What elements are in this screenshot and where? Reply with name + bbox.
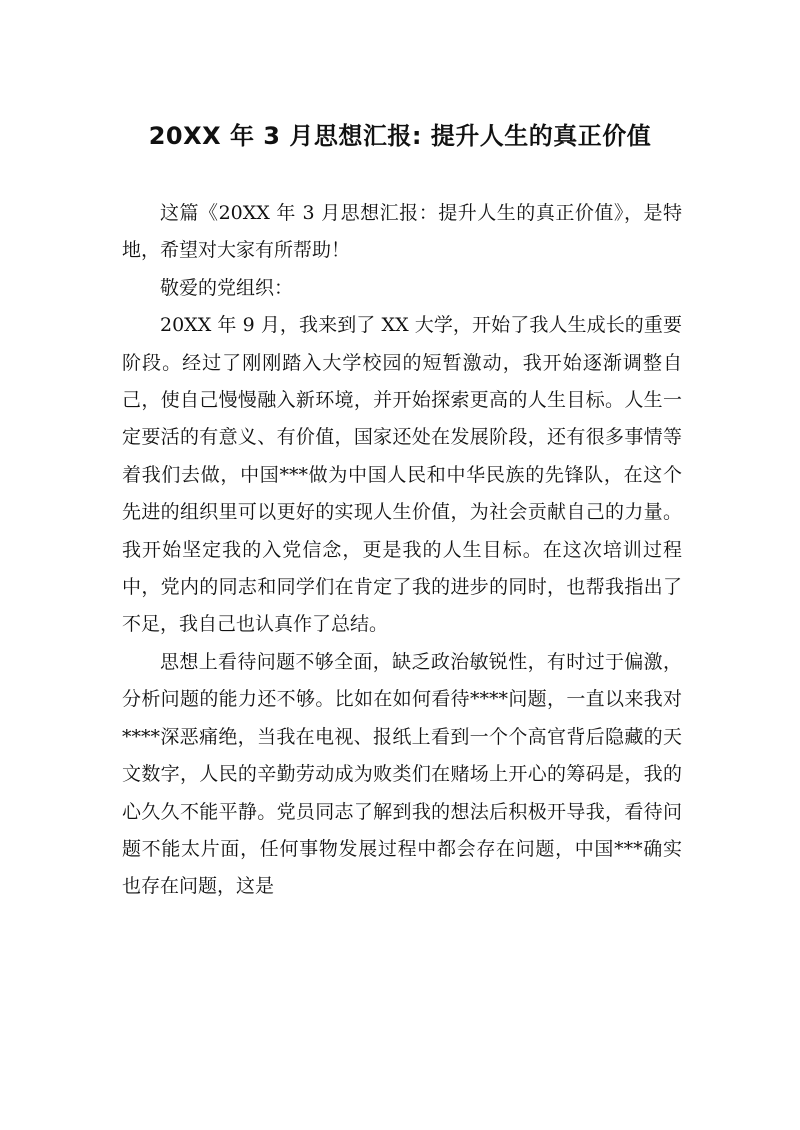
salutation: 敬爱的党组织： — [160, 276, 294, 299]
intro-paragraph: 这篇《20XX 年 3 月思想汇报：提升人生的真正价值》，是特地，希望对大家有所帮助！ — [122, 202, 682, 262]
body-paragraph: 思想上看待问题不够全面，缺乏政治敏锐性，有时过于偏激，分析问题的能力还不够。比如在如何看待****问题，一直以来我对****深恶痛绝，当我在电视、报纸上看到一个个高官背后隐藏的天文数字，人民的辛勤劳动成为败类们在赌场上开心的筹码是，我的心久久不能平静。党员同志了解到我的想法后积极开导我，看待问题不能太片面，任何事物发展过程中都会存在问题，中国***确实也存在问题，这是 — [122, 650, 682, 898]
document-body — [122, 195, 682, 906]
body-paragraph: 20XX 年 9 月，我来到了 XX 大学，开始了我人生成长的重要阶段。经过了刚刚踏入大学校园的短暂激动，我开始逐渐调整自己，使自己慢慢融入新环境，并开始探索更高的人生目标。人生一定要活的有意义、有价值，国家还处在发展阶段，还有很多事情等着我们去做，中国***做为中国人民和中华民族的先锋队，在这个先进的组织里可以更好的实现人生价值，为社会贡献自己的力量。我开始坚定我的入党信念，更是我的人生目标。在这次培训过程中，党内的同志和同学们在肯定了我的进步的同时，也帮我指出了不足，我自己也认真作了总结。 — [122, 314, 682, 636]
document-title: 20XX 年 3 月思想汇报: 提升人生的真正价值 — [148, 122, 652, 151]
